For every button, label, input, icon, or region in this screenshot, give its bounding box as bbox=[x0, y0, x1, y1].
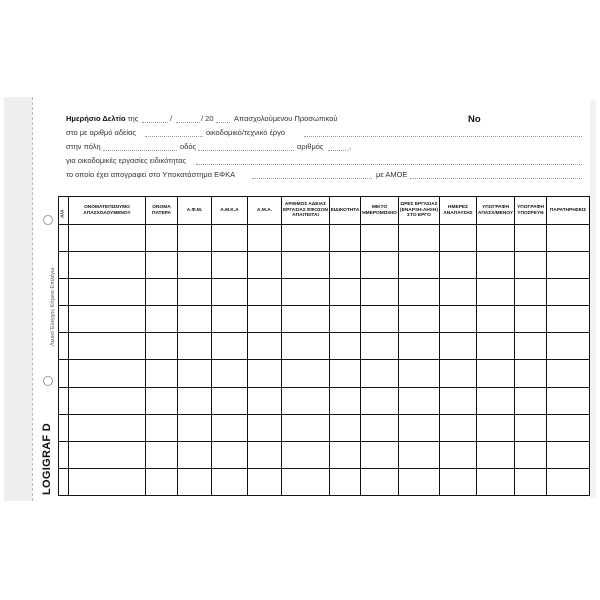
table-cell[interactable] bbox=[146, 252, 178, 279]
table-cell[interactable] bbox=[547, 333, 590, 360]
table-cell[interactable] bbox=[399, 333, 440, 360]
table-cell[interactable] bbox=[146, 306, 178, 333]
table-cell[interactable] bbox=[515, 468, 547, 495]
table-cell[interactable] bbox=[146, 441, 178, 468]
table-cell[interactable] bbox=[399, 252, 440, 279]
table-cell[interactable] bbox=[547, 387, 590, 414]
table-cell[interactable] bbox=[440, 333, 477, 360]
table-cell[interactable] bbox=[178, 441, 212, 468]
table-cell[interactable] bbox=[547, 414, 590, 441]
table-cell[interactable] bbox=[547, 441, 590, 468]
table-cell[interactable] bbox=[515, 441, 547, 468]
project-type-label: οικοδομικό/τεχνικό έργο bbox=[206, 128, 286, 137]
table-cell[interactable] bbox=[515, 387, 547, 414]
table-cell[interactable] bbox=[59, 414, 69, 441]
table-cell[interactable] bbox=[59, 252, 69, 279]
table-cell[interactable] bbox=[440, 306, 477, 333]
table-cell[interactable] bbox=[59, 468, 69, 495]
table-cell[interactable] bbox=[282, 225, 330, 252]
table-cell[interactable] bbox=[248, 441, 282, 468]
table-cell[interactable] bbox=[248, 414, 282, 441]
table-cell[interactable] bbox=[361, 387, 399, 414]
table-cell[interactable] bbox=[248, 252, 282, 279]
table-cell[interactable] bbox=[477, 225, 515, 252]
column-header-work-permit: ΑΡΙΘΜΟΣ ΑΔΕΙΑΣ ΕΡΓΑΣΙΑΣ ΕΦΟΣΟΝ ΑΠΑΙΤΕΙΤΑΙ bbox=[282, 197, 330, 225]
permit-label: στο με αριθμό αδείας bbox=[66, 128, 136, 137]
table-cell[interactable] bbox=[59, 360, 69, 387]
table-cell[interactable] bbox=[282, 441, 330, 468]
table-cell[interactable] bbox=[547, 306, 590, 333]
table-row bbox=[59, 279, 590, 306]
column-header-gross-wage: ΜΙΚΤΟ ΗΜΕΡΟΜΙΣΘΙΟ bbox=[361, 197, 399, 225]
table-cell[interactable] bbox=[361, 279, 399, 306]
table-cell[interactable] bbox=[146, 279, 178, 306]
table-cell[interactable] bbox=[361, 360, 399, 387]
table-cell[interactable] bbox=[69, 306, 146, 333]
table-row bbox=[59, 468, 590, 495]
table-cell[interactable] bbox=[178, 225, 212, 252]
form-subtitle: Απασχολούμενου Προσωπικού bbox=[234, 114, 338, 123]
table-cell[interactable] bbox=[547, 225, 590, 252]
table-cell[interactable] bbox=[515, 252, 547, 279]
table-cell[interactable] bbox=[282, 252, 330, 279]
table-cell[interactable] bbox=[248, 279, 282, 306]
permit-number-field[interactable] bbox=[145, 136, 203, 137]
number-label: No bbox=[468, 114, 481, 125]
binding-hole-top bbox=[43, 215, 53, 225]
column-header-remarks: ΠΑΡΑΤΗΡΗΣΕΙΣ bbox=[547, 197, 590, 225]
table-cell[interactable] bbox=[178, 360, 212, 387]
binding-stub bbox=[4, 97, 32, 501]
table-cell[interactable] bbox=[330, 225, 361, 252]
table-row bbox=[59, 225, 590, 252]
table-cell[interactable] bbox=[330, 360, 361, 387]
table-cell[interactable] bbox=[477, 387, 515, 414]
efka-label: το οποίο έχει απογραφεί στο Υποκατάστημα ΕΦΚΑ bbox=[66, 170, 236, 179]
column-header-aa: Α/Α bbox=[59, 197, 69, 225]
column-header-work-hours: ΩΡΕΣ ΕΡΓΑΣΙΑΣ (ΕΝΑΡΞΗ-ΛΗΞΗ) ΣΤΟ ΕΡΓΟ bbox=[399, 197, 440, 225]
table-cell[interactable] bbox=[477, 252, 515, 279]
table-cell[interactable] bbox=[69, 360, 146, 387]
table-cell[interactable] bbox=[69, 387, 146, 414]
column-header-amka: Α.Μ.Κ.Α bbox=[212, 197, 248, 225]
paper-color-note: Λευκό Έλεγχος Κίτρινο Επιλέγω bbox=[50, 267, 56, 346]
table-cell[interactable] bbox=[212, 387, 248, 414]
table-cell[interactable] bbox=[248, 468, 282, 495]
project-field[interactable] bbox=[304, 136, 582, 137]
table-cell[interactable] bbox=[212, 225, 248, 252]
table-cell[interactable] bbox=[282, 387, 330, 414]
column-header-father-name: ΟΝΟΜΑ ΠΑΤΕΡΑ bbox=[146, 197, 178, 225]
table-row bbox=[59, 414, 590, 441]
year-field[interactable] bbox=[216, 122, 230, 123]
column-header-supervisor-signature: ΥΠΟΓΡΑΦΗ ΥΠΟΣΡΕΥΘ bbox=[515, 197, 547, 225]
table-cell[interactable] bbox=[69, 225, 146, 252]
table-cell[interactable] bbox=[361, 252, 399, 279]
column-header-ama: Α.Μ.Α. bbox=[248, 197, 282, 225]
table-cell[interactable] bbox=[515, 333, 547, 360]
table-cell[interactable] bbox=[282, 333, 330, 360]
table-cell[interactable] bbox=[330, 387, 361, 414]
month-field[interactable] bbox=[176, 122, 200, 123]
table-cell[interactable] bbox=[212, 306, 248, 333]
table-cell[interactable] bbox=[178, 306, 212, 333]
street-label: οδός bbox=[180, 142, 197, 151]
day-field[interactable] bbox=[142, 122, 168, 123]
table-cell[interactable] bbox=[330, 333, 361, 360]
table-cell[interactable] bbox=[212, 333, 248, 360]
table-cell[interactable] bbox=[440, 468, 477, 495]
table-cell[interactable] bbox=[282, 279, 330, 306]
table-cell[interactable] bbox=[146, 225, 178, 252]
city-field[interactable] bbox=[103, 150, 177, 151]
table-cell[interactable] bbox=[146, 468, 178, 495]
column-header-rest-days: ΗΜΕΡΕΣ ΑΝΑΠΑΥΣΗΣ bbox=[440, 197, 477, 225]
table-cell[interactable] bbox=[69, 468, 146, 495]
table-cell[interactable] bbox=[212, 441, 248, 468]
table-cell[interactable] bbox=[178, 387, 212, 414]
column-header-full-name: ΟΝΟΜΑΤΕΠΩΝΥΜΟ ΑΠΑΣΧΟΛΟΥΜΕΝΟΥ bbox=[69, 197, 146, 225]
table-cell[interactable] bbox=[361, 468, 399, 495]
table-cell[interactable] bbox=[178, 333, 212, 360]
table-cell[interactable] bbox=[59, 306, 69, 333]
table-row bbox=[59, 252, 590, 279]
table-cell[interactable] bbox=[248, 360, 282, 387]
table-cell[interactable] bbox=[361, 414, 399, 441]
table-row bbox=[59, 306, 590, 333]
sheet-right-edge bbox=[590, 100, 596, 498]
table-cell[interactable] bbox=[146, 387, 178, 414]
table-cell[interactable] bbox=[361, 333, 399, 360]
table-cell[interactable] bbox=[282, 414, 330, 441]
table-cell[interactable] bbox=[440, 252, 477, 279]
table-cell[interactable] bbox=[178, 468, 212, 495]
table-cell[interactable] bbox=[547, 279, 590, 306]
year-prefix: / 20 bbox=[201, 114, 214, 123]
table-cell[interactable] bbox=[248, 387, 282, 414]
table-cell[interactable] bbox=[178, 252, 212, 279]
table-cell[interactable] bbox=[330, 252, 361, 279]
table-cell[interactable] bbox=[248, 333, 282, 360]
street-number-field[interactable] bbox=[328, 150, 348, 151]
binding-hole-bottom bbox=[43, 376, 53, 386]
table-cell[interactable] bbox=[399, 360, 440, 387]
table-cell[interactable] bbox=[69, 414, 146, 441]
amoe-field[interactable] bbox=[410, 178, 582, 179]
address-comma: , bbox=[349, 142, 352, 151]
table-cell[interactable] bbox=[515, 414, 547, 441]
table-header-row bbox=[59, 197, 590, 225]
table-cell[interactable] bbox=[399, 306, 440, 333]
table-cell[interactable] bbox=[59, 441, 69, 468]
column-header-employee-signature: ΥΠΟΓΡΑΦΗ ΑΠΑΣΧ/ΜΕΝΟΥ bbox=[477, 197, 515, 225]
table-cell[interactable] bbox=[547, 360, 590, 387]
table-cell[interactable] bbox=[248, 306, 282, 333]
table-cell[interactable] bbox=[399, 414, 440, 441]
table-cell[interactable] bbox=[477, 441, 515, 468]
table-cell[interactable] bbox=[330, 468, 361, 495]
table-cell[interactable] bbox=[282, 306, 330, 333]
table-cell[interactable] bbox=[547, 252, 590, 279]
table-cell[interactable] bbox=[178, 279, 212, 306]
table-cell[interactable] bbox=[69, 441, 146, 468]
table-cell[interactable] bbox=[212, 360, 248, 387]
table-cell[interactable] bbox=[330, 306, 361, 333]
table-body bbox=[59, 225, 590, 496]
table-cell[interactable] bbox=[399, 441, 440, 468]
table-cell[interactable] bbox=[361, 306, 399, 333]
table-cell[interactable] bbox=[477, 306, 515, 333]
title-connector: της bbox=[127, 114, 139, 123]
table-cell[interactable] bbox=[212, 468, 248, 495]
table-cell[interactable] bbox=[69, 333, 146, 360]
table-cell[interactable] bbox=[440, 441, 477, 468]
table-cell[interactable] bbox=[282, 360, 330, 387]
column-header-specialty: ΕΙΔΙΚΟΤΗΤΑ bbox=[330, 197, 361, 225]
table-cell[interactable] bbox=[399, 279, 440, 306]
specialty-label: για οικοδομικές εργασίες ειδικότητας bbox=[66, 156, 187, 165]
table-cell[interactable] bbox=[399, 387, 440, 414]
table-cell[interactable] bbox=[59, 225, 69, 252]
table-cell[interactable] bbox=[440, 414, 477, 441]
table-row bbox=[59, 387, 590, 414]
table-cell[interactable] bbox=[282, 468, 330, 495]
table-cell[interactable] bbox=[361, 225, 399, 252]
perforation-line bbox=[32, 97, 33, 501]
specialty-field[interactable] bbox=[196, 164, 582, 165]
city-label: στην πόλη bbox=[66, 142, 101, 151]
brand-logo: LOGIGRAF D bbox=[41, 422, 53, 495]
table-cell[interactable] bbox=[515, 225, 547, 252]
table-cell[interactable] bbox=[330, 441, 361, 468]
table-row bbox=[59, 360, 590, 387]
table-cell[interactable] bbox=[477, 414, 515, 441]
table-cell[interactable] bbox=[248, 225, 282, 252]
table-cell[interactable] bbox=[477, 468, 515, 495]
street-field[interactable] bbox=[198, 150, 294, 151]
table-cell[interactable] bbox=[59, 333, 69, 360]
table-cell[interactable] bbox=[477, 333, 515, 360]
column-header-afm: Α.Φ.Μ. bbox=[178, 197, 212, 225]
table-cell[interactable] bbox=[146, 414, 178, 441]
amoe-label: με ΑΜΟΕ bbox=[376, 170, 408, 179]
form-title: Ημερήσιο Δελτίο bbox=[66, 114, 126, 123]
table-cell[interactable] bbox=[515, 306, 547, 333]
table-cell[interactable] bbox=[146, 333, 178, 360]
table-cell[interactable] bbox=[515, 360, 547, 387]
table-cell[interactable] bbox=[515, 279, 547, 306]
table-row bbox=[59, 333, 590, 360]
table-cell[interactable] bbox=[440, 360, 477, 387]
table-cell[interactable] bbox=[477, 360, 515, 387]
table-cell[interactable] bbox=[440, 279, 477, 306]
date-slash: / bbox=[170, 114, 173, 123]
table-cell[interactable] bbox=[59, 387, 69, 414]
table-cell[interactable] bbox=[212, 414, 248, 441]
table-cell[interactable] bbox=[440, 387, 477, 414]
table-cell[interactable] bbox=[330, 414, 361, 441]
street-number-label: αριθμός bbox=[297, 142, 324, 151]
table-row bbox=[59, 441, 590, 468]
table-cell[interactable] bbox=[212, 252, 248, 279]
table-cell[interactable] bbox=[547, 468, 590, 495]
table-cell[interactable] bbox=[399, 225, 440, 252]
form-title-line bbox=[66, 114, 138, 123]
table-cell[interactable] bbox=[330, 279, 361, 306]
table-cell[interactable] bbox=[146, 360, 178, 387]
table-cell[interactable] bbox=[440, 225, 477, 252]
table-cell[interactable] bbox=[69, 252, 146, 279]
table-cell[interactable] bbox=[212, 279, 248, 306]
table-cell[interactable] bbox=[477, 279, 515, 306]
table-cell[interactable] bbox=[69, 279, 146, 306]
table-cell[interactable] bbox=[178, 414, 212, 441]
table-cell[interactable] bbox=[361, 441, 399, 468]
table-cell[interactable] bbox=[399, 468, 440, 495]
table-cell[interactable] bbox=[59, 279, 69, 306]
efka-branch-field[interactable] bbox=[252, 178, 372, 179]
employee-table bbox=[58, 196, 590, 496]
